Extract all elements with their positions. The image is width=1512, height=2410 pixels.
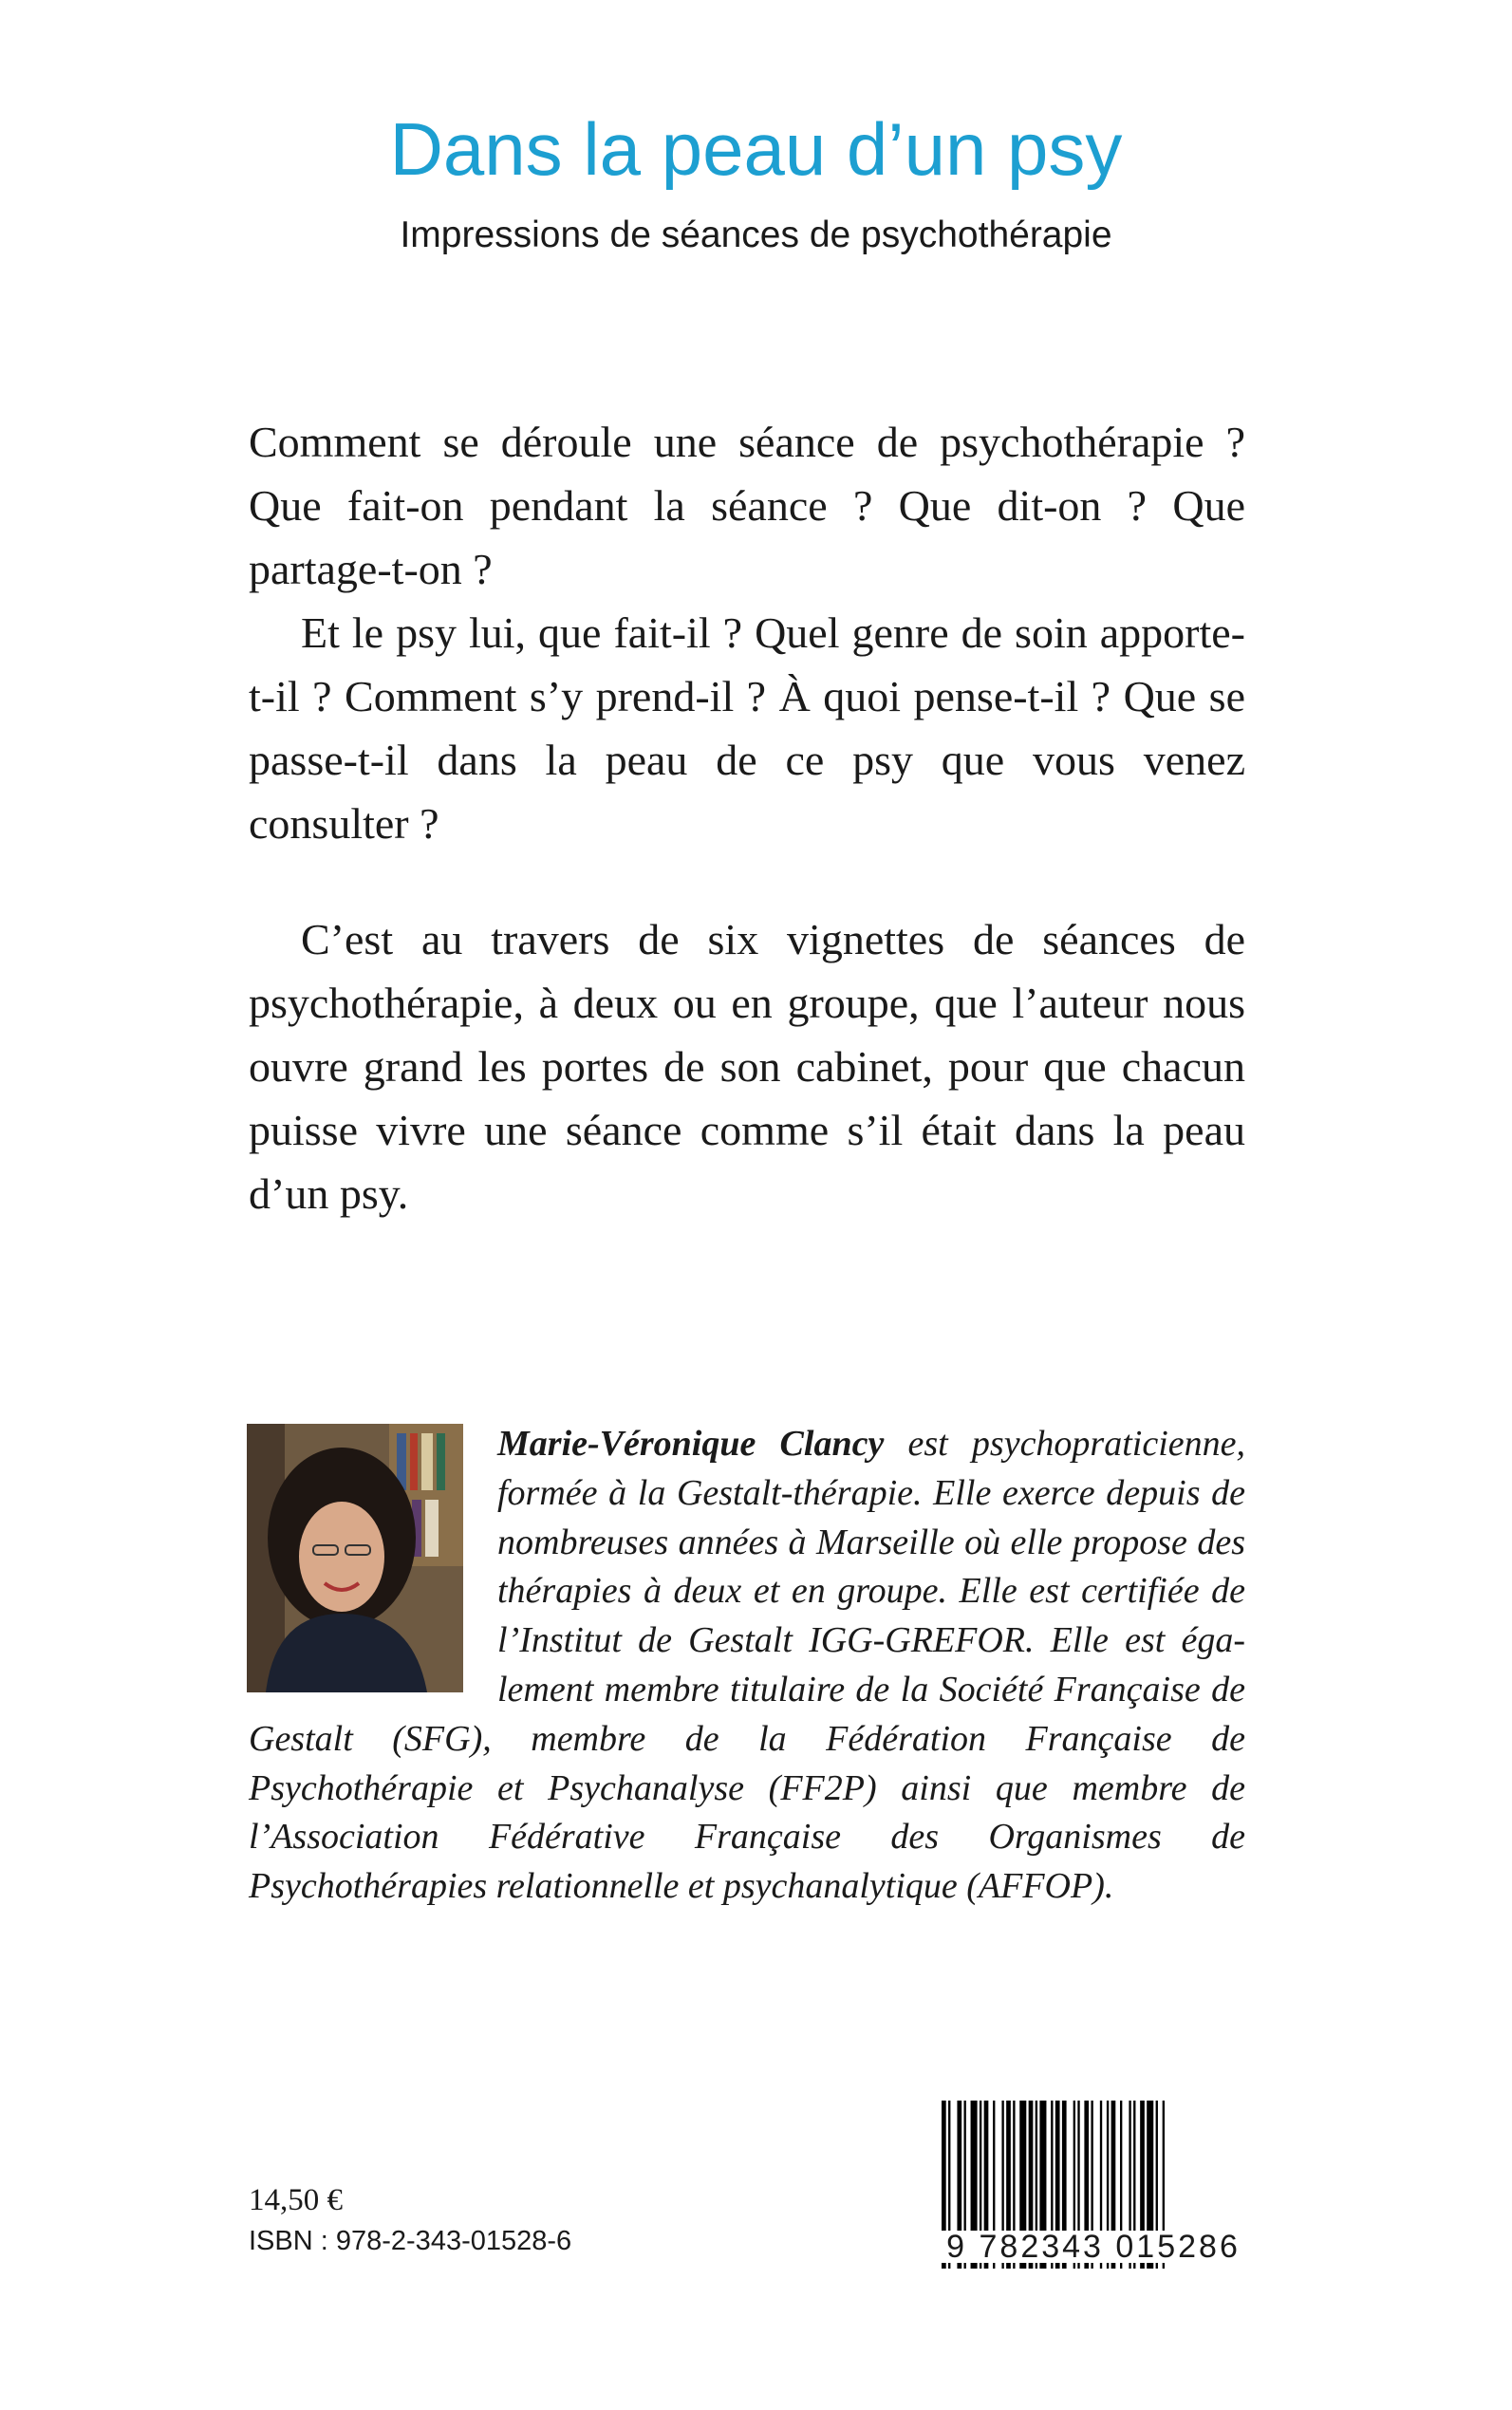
- blurb-paragraph-3: C’est au travers de six vignettes de séances de psychothérapie, à deux ou en groupe, que l’auteur nous ouvre grand les portes de son cabinet, pour que chacun puisse vivre une séance comme s’il était dans la peau d’un psy.: [249, 915, 1245, 1218]
- barcode-number: 9 782343 015286: [934, 2231, 1253, 2263]
- author-bio: [249, 1420, 1245, 1912]
- author-name: Marie-Véronique Clancy: [497, 1424, 885, 1464]
- isbn: ISBN : 978-2-343-01528-6: [249, 2226, 572, 2256]
- blurb-paragraph-1: Comment se déroule une séance de psychothérapie ? Que fait-on pendant la séance ? Que dit-on ? Que partage-t-on ?: [249, 418, 1245, 593]
- author-bio-text: est psychopraticienne, formée à la Gestalt-thérapie. Elle exerce depuis de nombreuses années à Marseille où elle propose des thérapies à deux et en groupe. Elle est certifiée de l’Institut de Gestalt IGG-GREFOR. Elle est également membre titulaire de la Société Française de Gestalt (SFG), membre de la Fédération Française de Psychothérapie et Psychanalyse (FF2P) ainsi que membre de l’Association Fédérative Française des Organismes de Psychothérapies relationnelle et psychanalytique (AFFOP).: [249, 1424, 1245, 1907]
- book-title: Dans la peau d’un psy: [389, 107, 1123, 191]
- blurb-paragraph-2: Et le psy lui, que fait-il ? Quel genre de soin apporte-t-il ? Comment s’y prend-il ? À quoi pense-t-il ? Que se passe-t-il dans la peau de ce psy que vous venez consulter ?: [249, 608, 1245, 848]
- price: 14,50 €: [249, 2183, 343, 2217]
- book-subtitle: Impressions de séances de psychothérapie: [400, 215, 1112, 255]
